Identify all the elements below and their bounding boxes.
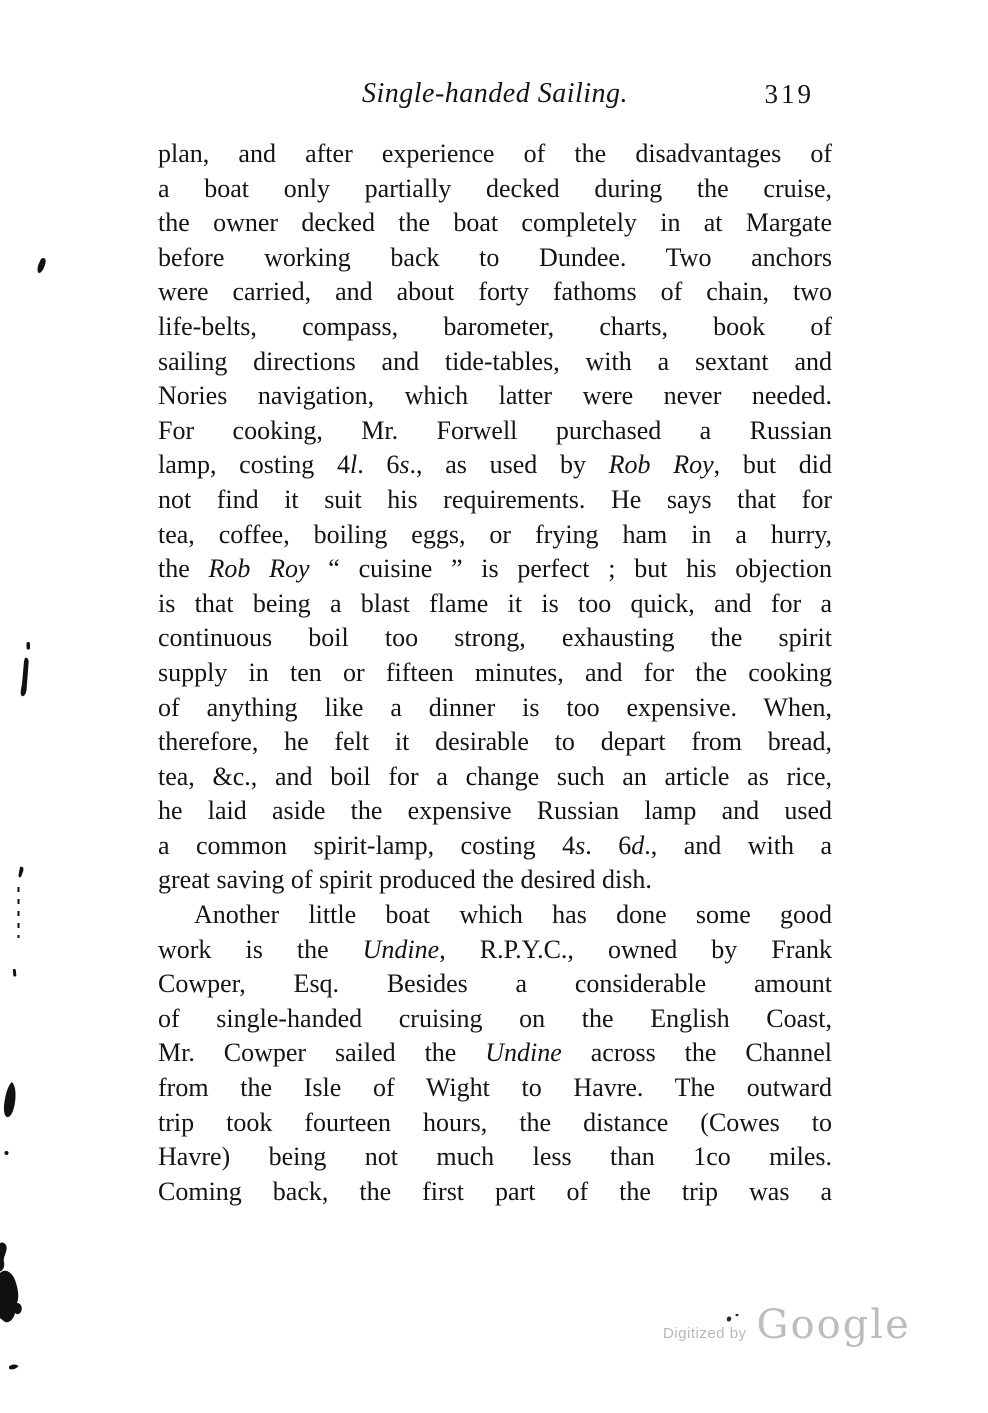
ink-blob-teardrop: [4, 1082, 16, 1117]
text-line: a boat only partially decked during the cruise,: [158, 173, 832, 203]
body-text: [158, 137, 832, 1209]
text-line: sailing directions and tide-tables, with a sextant and: [158, 346, 832, 376]
ink-stroke: [21, 658, 29, 696]
text-line: tea, &c., and boil for a change such an article as rice,: [158, 761, 832, 791]
text-line: from the Isle of Wight to Havre. The outward: [158, 1073, 832, 1103]
text-line: Cowper, Esq. Besides a considerable amount: [158, 969, 832, 999]
text-line: continuous boil too strong, exhausting the spirit: [158, 623, 832, 653]
text-line: work is the Undine, R.P.Y.C., owned by Frank: [158, 934, 832, 964]
text-line: Nories navigation, which latter were never needed.: [158, 381, 832, 411]
ink-blot-large: [0, 1271, 22, 1322]
margin-scan-artifacts: [0, 0, 80, 1413]
text-line: he laid aside the expensive Russian lamp and used: [158, 796, 832, 826]
running-head-title: Single-handed Sailing.: [361, 78, 629, 109]
text-line: a common spirit-lamp, costing 4s. 6d., and with a: [158, 830, 832, 860]
text-line: not find it suit his requirements. He says that for: [158, 484, 832, 514]
text-line: supply in ten or fifteen minutes, and for the cooking: [158, 657, 832, 687]
text-line: Coming back, the first part of the trip was a: [158, 1176, 832, 1206]
ink-tick: [38, 258, 46, 273]
text-line: of single-handed cruising on the English Coast,: [158, 1003, 832, 1033]
text-line: Havre) being not much less than 1co miles.: [158, 1142, 832, 1172]
text-line: tea, coffee, boiling eggs, or frying ham in a hurry,: [158, 519, 832, 549]
ink-dash-bottom: [9, 1365, 19, 1370]
text-line: For cooking, Mr. Forwell purchased a Russian: [158, 415, 832, 445]
text-line: therefore, he felt it desirable to depart from bread,: [158, 727, 832, 757]
text-line: Another little boat which has done some good: [194, 900, 832, 930]
ink-specks-icon: [725, 1311, 745, 1323]
ink-dash: [27, 642, 31, 650]
page-number: 319: [764, 79, 814, 109]
text-line: lamp, costing 4l. 6s., as used by Rob Roy, but did: [158, 450, 832, 480]
text-line: were carried, and about forty fathoms of chain, two: [158, 277, 832, 307]
ink-hook: [0, 1242, 7, 1271]
text-line: life-belts, compass, barometer, charts, book of: [158, 311, 832, 341]
text-line: the Rob Roy “ cuisine ” is perfect ; but his objection: [158, 554, 832, 584]
text-line: before working back to Dundee. Two anchors: [158, 242, 832, 272]
text-line: of anything like a dinner is too expensive. When,: [158, 692, 832, 722]
text-line: the owner decked the boat completely in at Margate: [158, 208, 832, 238]
ink-dot: [5, 1151, 9, 1155]
text-line: Mr. Cowper sailed the Undine across the Channel: [158, 1038, 832, 1068]
watermark: [663, 1302, 911, 1348]
text-line: plan, and after experience of the disadvantages of: [158, 139, 832, 168]
text-line: is that being a blast flame it is too quick, and for a: [158, 588, 832, 618]
text-line: great saving of spirit produced the desired dish.: [158, 865, 652, 895]
google-logo-text: Google: [756, 1302, 911, 1348]
ink-tick-small: [13, 969, 17, 977]
ink-apostrophe: [18, 867, 23, 878]
text-line: trip took fourteen hours, the distance (Cowes to: [158, 1107, 832, 1137]
watermark-prefix: Digitized by: [663, 1325, 747, 1342]
page-header: [158, 78, 832, 118]
